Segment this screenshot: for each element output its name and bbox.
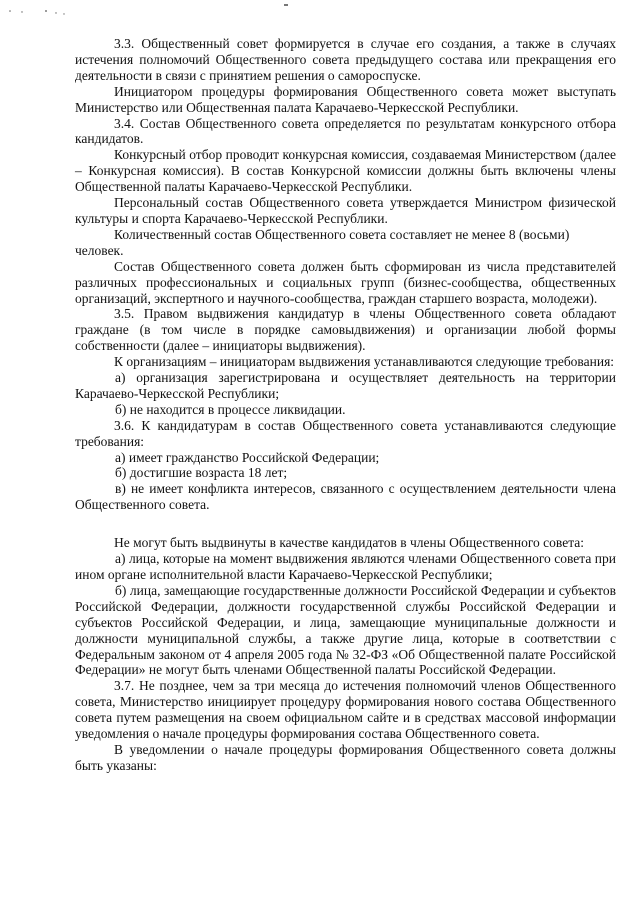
paragraph-quantity: Количественный состав Общественного совета составляет не менее 8 (восьми) человек. — [75, 226, 570, 258]
list-item-a-candidate: а) имеет гражданство Российской Федерации; — [115, 449, 380, 465]
paragraph-organization-requirements: К организациям – инициаторам выдвижения устанавливаются следующие требования: — [114, 354, 615, 370]
paragraph-groups: Состав Общественного совета должен быть сформирован из числа представителей различных профессиональных и социальных групп (бизнес-сообщества, общественных организаций, экспертного и научного-сообщества, граждан старшего возраста, молодежи). — [75, 258, 616, 306]
blank-line — [75, 513, 616, 535]
document-body — [75, 36, 616, 774]
paragraph-competition: Конкурсный отбор проводит конкурсная комиссия, создаваемая Министерством (далее – Конкурсная комиссия). В состав Конкурсной комиссии должны быть включены члены Общественной палаты Карачаево-Черкесской Республики. — [75, 147, 616, 195]
paragraph-personal-composition: Персональный состав Общественного совета утверждается Министром физической культуры и спорта Карачаево-Черкесской Республики. — [75, 195, 616, 226]
scan-specks — [8, 8, 88, 18]
paragraph-notification: В уведомлении о начале процедуры формирования Общественного совета должны быть указаны: — [75, 741, 616, 773]
list-item-b-excluded: б) лица, замещающие государственные должности Российской Федерации и субъектов Российской Федерации, должности государственной службы Российской Федерации и субъектов Российской Федерации, и лица, замещающие муниципальные должности и должности муниципальной службы, а также другие лица, которые в соответствии с Федеральным законом от 4 апреля 2005 года № 32-ФЗ «Об Общественной палате Российской Федерации» не могут быть членами Общественной палаты Российской Федерации. — [75, 582, 616, 678]
list-item-a-excluded: а) лица, которые на момент выдвижения являются членами Общественного совета при ином органе исполнительной власти Карачаево-Черкесской Республики; — [75, 551, 616, 582]
scan-mark — [284, 4, 288, 6]
paragraph-3-7: 3.7. Не позднее, чем за три месяца до истечения полномочий членов Общественного совета, Министерство инициирует процедуру формирования нового состава Общественного совета путем размещения на своем официальном сайте и в средствах массовой информации уведомления о начале процедуры формирования состава Общественного совета. — [75, 678, 616, 742]
list-item-a-organization: а) организация зарегистрирована и осуществляет деятельность на территории Карачаево-Черкесской Республики; — [75, 370, 616, 401]
paragraph-3-5: 3.5. Правом выдвижения кандидатур в члены Общественного совета обладают граждане (в том числе в порядке самовыдвижения) и организации любой формы собственности (далее – инициаторы выдвижения). — [75, 306, 616, 354]
paragraph-initiator: Инициатором процедуры формирования Общественного совета может выступать Министерство или Общественная палата Карачаево-Черкесской Республики. — [75, 83, 616, 115]
list-item-b-organization: б) не находится в процессе ликвидации. — [115, 401, 346, 417]
paragraph-3-4: 3.4. Состав Общественного совета определяется по результатам конкурсного отбора кандидатов. — [75, 115, 616, 147]
paragraph-3-6: 3.6. К кандидатурам в состав Общественного совета устанавливаются следующие требования: — [75, 417, 616, 449]
list-item-c-candidate: в) не имеет конфликта интересов, связанного с осуществлением деятельности члена Общественного совета. — [75, 481, 616, 513]
paragraph-3-3: 3.3. Общественный совет формируется в случае его создания, а также в случаях истечения полномочий Общественного совета предыдущего состава или прекращения его деятельности в связи с принятием решения о самороспуске. — [75, 36, 616, 83]
list-item-b-candidate: б) достигшие возраста 18 лет; — [115, 465, 288, 481]
paragraph-excluded: Не могут быть выдвинуты в качестве кандидатов в члены Общественного совета: — [114, 535, 585, 551]
